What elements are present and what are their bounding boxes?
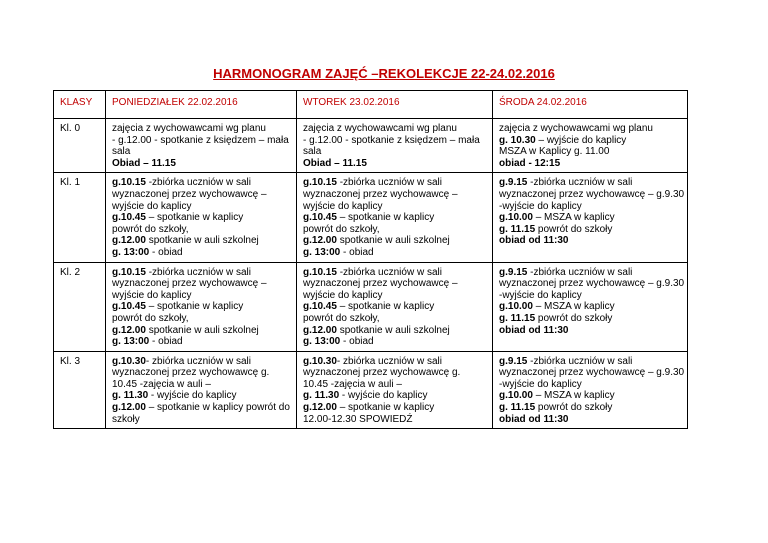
schedule-line: g.10.00 – MSZA w kaplicy [499, 301, 615, 313]
schedule-line: g. 11.15 powrót do szkoły [499, 402, 613, 414]
schedule-line: g.10.00 – MSZA w kaplicy [499, 390, 615, 402]
schedule-line: obiad - 12:15 [499, 157, 561, 169]
schedule-line: g. 11.15 powrót do szkoły [499, 223, 613, 235]
schedule-line: g.9.15 -zbiórka uczniów w sali [499, 177, 633, 189]
schedule-line: g.10.30- zbiórka uczniów w sali [303, 355, 442, 367]
class-label: Kl. 0 [54, 119, 106, 173]
schedule-line: zajęcia z wychowawcami wg planu [112, 123, 266, 134]
schedule-line: g.10.45 – spotkanie w kaplicy [303, 212, 435, 224]
schedule-line: g.12.00 spotkanie w auli szkolnej [303, 235, 450, 247]
schedule-line: g.10.45 – spotkanie w kaplicy [303, 301, 435, 313]
schedule-line: sala [303, 146, 322, 158]
schedule-line: powrót do szkoły, [303, 312, 380, 324]
schedule-line: g.9.15 -zbiórka uczniów w sali [499, 266, 633, 278]
schedule-line: zajęcia z wychowawcami wg planu [499, 123, 653, 134]
schedule-line: -wyjście do kaplicy [499, 378, 582, 390]
schedule-line: g.10.15 -zbiórka uczniów w sali [303, 177, 442, 189]
schedule-line: - g.12.00 - spotkanie z księdzem – mała [112, 134, 289, 146]
schedule-line: g.12.00 spotkanie w auli szkolnej [303, 324, 450, 336]
schedule-line: wyjście do kaplicy [112, 289, 192, 301]
schedule-line: wyjście do kaplicy [112, 200, 192, 212]
schedule-cell [493, 173, 688, 262]
table-row [54, 119, 688, 173]
schedule-cell [297, 262, 493, 351]
schedule-line: -wyjście do kaplicy [499, 200, 582, 212]
schedule-line: g.12.00 – spotkanie w kaplicy powrót do [112, 402, 290, 414]
schedule-line: g.10.15 -zbiórka uczniów w sali [303, 266, 442, 278]
header-cell: PONIEDZIAŁEK 22.02.2016 [106, 91, 297, 119]
header-cell: KLASY [54, 91, 106, 119]
schedule-line: wyznaczonej przez wychowawcę – [112, 278, 267, 290]
schedule-line: g. 11.30 - wyjście do kaplicy [112, 390, 237, 402]
schedule-line: sala [112, 146, 131, 158]
schedule-line: g. 13:00 - obiad [303, 246, 374, 258]
schedule-line: 12.00-12.30 SPOWIEDŹ [303, 413, 413, 425]
schedule-line: g. 13:00 - obiad [112, 336, 183, 348]
class-label: Kl. 2 [54, 262, 106, 351]
schedule-line: g.10.45 – spotkanie w kaplicy [112, 301, 244, 313]
table-row [54, 262, 688, 351]
schedule-table [53, 90, 688, 429]
schedule-line: wyznaczonej przez wychowawcę – [303, 278, 458, 290]
schedule-cell [106, 119, 297, 173]
schedule-line: - g.12.00 - spotkanie z księdzem – mała [303, 134, 480, 146]
schedule-line: wyznaczonej przez wychowawcę – g.9.30 [499, 188, 685, 200]
schedule-line: g.12.00 – spotkanie w kaplicy [303, 402, 435, 414]
schedule-cell [297, 173, 493, 262]
class-label: Kl. 3 [54, 351, 106, 429]
header-row [54, 91, 688, 119]
schedule-line: wyznaczonej przez wychowawcę g. [112, 367, 270, 379]
schedule-line: g.10.00 – MSZA w kaplicy [499, 212, 615, 224]
schedule-cell [493, 262, 688, 351]
schedule-line: Obiad – 11.15 [112, 157, 176, 169]
schedule-line: Obiad – 11.15 [303, 157, 367, 169]
schedule-line: obiad od 11:30 [499, 324, 569, 336]
schedule-line: 10.45 -zajęcia w auli – [303, 378, 402, 390]
header-cell: WTOREK 23.02.2016 [297, 91, 493, 119]
schedule-line: wyznaczonej przez wychowawcę g. [303, 367, 461, 379]
schedule-line: wyznaczonej przez wychowawcę – g.9.30 [499, 367, 685, 379]
schedule-cell [106, 351, 297, 429]
schedule-line: obiad od 11:30 [499, 235, 569, 247]
schedule-line: wyznaczonej przez wychowawcę – [112, 188, 267, 200]
schedule-line: g.12.00 spotkanie w auli szkolnej [112, 324, 259, 336]
schedule-line: 10.45 -zajęcia w auli – [112, 378, 211, 390]
schedule-line: g.9.15 -zbiórka uczniów w sali [499, 355, 633, 367]
schedule-line: g.10.30- zbiórka uczniów w sali [112, 355, 251, 367]
schedule-line: wyznaczonej przez wychowawcę – [303, 188, 458, 200]
table-row [54, 351, 688, 429]
schedule-line: szkoły [112, 413, 140, 425]
table-row [54, 173, 688, 262]
schedule-line: zajęcia z wychowawcami wg planu [303, 123, 457, 134]
schedule-line: g. 13:00 - obiad [112, 246, 183, 258]
schedule-cell [297, 351, 493, 429]
schedule-line: g.12.00 spotkanie w auli szkolnej [112, 235, 259, 247]
schedule-cell [106, 262, 297, 351]
header-cell: ŚRODA 24.02.2016 [493, 91, 688, 119]
schedule-line: wyjście do kaplicy [303, 289, 383, 301]
schedule-line: powrót do szkoły, [112, 223, 189, 235]
schedule-cell [493, 119, 688, 173]
schedule-cell [106, 173, 297, 262]
schedule-line: powrót do szkoły, [112, 312, 189, 324]
schedule-line: g. 11.15 powrót do szkoły [499, 312, 613, 324]
schedule-line: g.10.15 -zbiórka uczniów w sali [112, 177, 251, 189]
schedule-cell [297, 119, 493, 173]
schedule-cell [493, 351, 688, 429]
schedule-line: -wyjście do kaplicy [499, 289, 582, 301]
schedule-line: powrót do szkoły, [303, 223, 380, 235]
schedule-line: g. 10.30 – wyjście do kaplicy [499, 134, 627, 146]
schedule-line: wyznaczonej przez wychowawcę – g.9.30 [499, 278, 685, 290]
page-title: HARMONOGRAM ZAJĘĆ –REKOLEKCJE 22-24.02.2016 [213, 66, 555, 81]
class-label: Kl. 1 [54, 173, 106, 262]
schedule-line: wyjście do kaplicy [303, 200, 383, 212]
schedule-line: g.10.15 -zbiórka uczniów w sali [112, 266, 251, 278]
schedule-line: g.10.45 – spotkanie w kaplicy [112, 212, 244, 224]
schedule-line: g. 13:00 - obiad [303, 336, 374, 348]
schedule-line: g. 11.30 - wyjście do kaplicy [303, 390, 428, 402]
schedule-line: MSZA w Kaplicy g. 11.00 [499, 146, 610, 158]
schedule-line: obiad od 11:30 [499, 413, 569, 425]
